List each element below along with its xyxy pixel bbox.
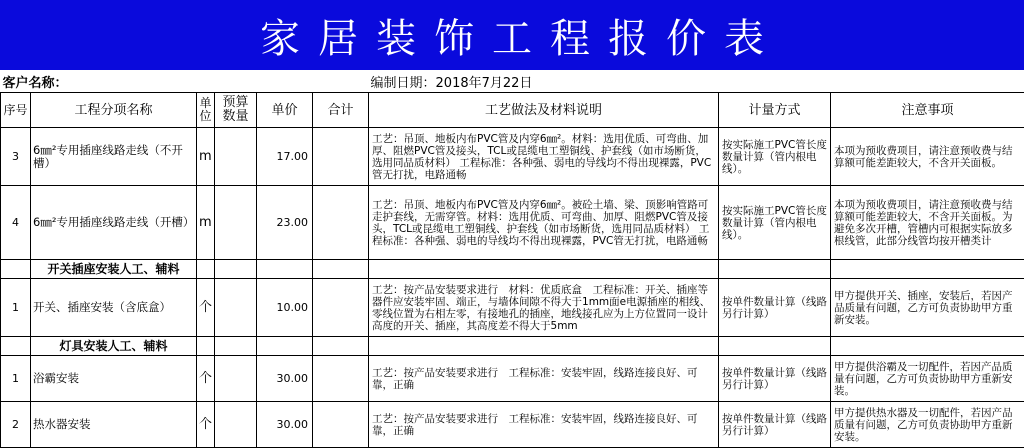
row-seq: 1 (1, 279, 31, 337)
section-blank (1, 337, 31, 356)
section-blank (831, 337, 1024, 356)
row-item: 6㎜²专用插座线路走线（开槽） (31, 186, 197, 260)
row-qty (215, 279, 257, 337)
row-total (313, 356, 369, 402)
section-blank (215, 337, 257, 356)
section-row (1, 260, 1024, 279)
row-notes: 甲方提供开关、插座，安装后，若因产品质量有问题，乙方可负责协助甲方重新安装。 (831, 279, 1024, 337)
section-blank (197, 260, 215, 279)
header-unit: 单位 (197, 93, 215, 128)
header-method: 计量方式 (719, 93, 831, 128)
row-method: 按实际施工PVC管长度数量计算（管内根电线）。 (719, 186, 831, 260)
row-notes: 本项为预收费项目，请注意预收费与结算额可能差距较大，不含开关面板。 (831, 128, 1024, 186)
section-blank (257, 337, 313, 356)
header-total: 合计 (313, 93, 369, 128)
row-unit: 个 (197, 356, 215, 402)
row-desc: 工艺：按产品安装要求进行 材料：优质底盒 工程标准：开关、插座等器件应安装牢固、端正，与墙体间隙不得大于1mm面e电源插座的相线、零线位置为右相左零，有接地孔的插座，地线接孔应为上方位置同一设计高度的开关、插座，其高度差不得大于5mm (369, 279, 719, 337)
header-desc: 工艺做法及材料说明 (369, 93, 719, 128)
row-method: 按单件数量计算（线路另行计算） (719, 356, 831, 402)
header-qty: 预算数量 (215, 93, 257, 128)
date-value: 2018年7月22日 (436, 76, 533, 91)
header-seq: 序号 (1, 93, 31, 128)
row-seq: 3 (1, 128, 31, 186)
row-item: 浴霸安装 (31, 356, 197, 402)
info-blank (831, 74, 1024, 93)
row-qty (215, 402, 257, 448)
section-blank (313, 260, 369, 279)
row-method: 按单件数量计算（线路另行计算） (719, 279, 831, 337)
row-unit: 个 (197, 402, 215, 448)
customer-label: 客户名称： (1, 74, 369, 93)
row-total (313, 186, 369, 260)
row-desc: 工艺：按产品安装要求进行 工程标准：安装牢固，线路连接良好、可靠，正确 (369, 402, 719, 448)
row-item: 开关、插座安装（含底盒） (31, 279, 197, 337)
row-desc: 工艺：按产品安装要求进行 工程标准：安装牢固，线路连接良好、可靠，正确 (369, 356, 719, 402)
section-blank (215, 260, 257, 279)
row-price: 23.00 (257, 186, 313, 260)
row-seq: 4 (1, 186, 31, 260)
row-notes: 甲方提供热水器及一切配件，若因产品质量有问题，乙方可负责协助甲方重新安装。 (831, 402, 1024, 448)
info-row (1, 74, 1024, 93)
row-price: 30.00 (257, 356, 313, 402)
row-desc: 工艺：吊顶、地板内布PVC管及内穿6㎜²。材料：选用优质、可弯曲、加厚、阻燃PVC管及接头，TCL或昆缆电工塑铜线、护套线（如市场断货，选用同品质材料） 工程标准：各种强、弱电的导线均不得出现裸露，PVC管无打扰，电路通畅 (369, 128, 719, 186)
row-total (313, 402, 369, 448)
row-qty (215, 186, 257, 260)
row-total (313, 279, 369, 337)
table-row (1, 128, 1024, 186)
section-row (1, 337, 1024, 356)
row-item: 6㎜²专用插座线路走线（不开槽） (31, 128, 197, 186)
header-price: 单价 (257, 93, 313, 128)
section-title: 开关插座安装人工、辅料 (31, 260, 197, 279)
table-row (1, 356, 1024, 402)
quote-table (0, 74, 1024, 448)
row-qty (215, 128, 257, 186)
quote-sheet (0, 74, 1024, 448)
section-blank (1, 260, 31, 279)
row-unit: m (197, 128, 215, 186)
section-blank (719, 337, 831, 356)
row-notes: 本项为预收费项目，请注意预收费与结算额可能差距较大，不含开关面板。为避免多次开槽，管槽内可根据实际放多根线管，此部分线管均按开槽类计 (831, 186, 1024, 260)
section-blank (257, 260, 313, 279)
table-row (1, 186, 1024, 260)
date-label: 编制日期： (371, 76, 436, 91)
section-blank (831, 260, 1024, 279)
row-price: 17.00 (257, 128, 313, 186)
row-notes: 甲方提供浴霸及一切配件，若因产品质量有问题，乙方可负责协助甲方重新安装。 (831, 356, 1024, 402)
row-desc: 工艺：吊顶、地板内布PVC管及内穿6㎜²。被砼土墙、梁、顶影响管路可走护套线，无需穿管。材料：选用优质、可弯曲、加厚、阻燃PVC管及接头，TCL或昆缆电工塑铜线、护套线（如市场断货，选用同品质材料） 工程标准：各种强、弱电的导线均不得出现裸露，PVC管无打扰，电路通畅 (369, 186, 719, 260)
row-unit: 个 (197, 279, 215, 337)
date-cell (369, 74, 831, 93)
header-item: 工程分项名称 (31, 93, 197, 128)
row-method: 按实际施工PVC管长度数量计算（管内根电线）。 (719, 128, 831, 186)
section-blank (197, 337, 215, 356)
row-seq: 1 (1, 356, 31, 402)
row-qty (215, 356, 257, 402)
section-blank (369, 337, 719, 356)
row-price: 30.00 (257, 402, 313, 448)
section-blank (369, 260, 719, 279)
section-blank (313, 337, 369, 356)
row-seq: 2 (1, 402, 31, 448)
row-item: 热水器安装 (31, 402, 197, 448)
header-notes: 注意事项 (831, 93, 1024, 128)
page-title: 家居装饰工程报价表 (242, 7, 782, 64)
table-row (1, 279, 1024, 337)
row-unit: m (197, 186, 215, 260)
title-banner (0, 0, 1024, 70)
row-method: 按单件数量计算（线路另行计算） (719, 402, 831, 448)
section-title: 灯具安装人工、辅料 (31, 337, 197, 356)
table-row (1, 402, 1024, 448)
header-row (1, 93, 1024, 128)
row-price: 10.00 (257, 279, 313, 337)
row-total (313, 128, 369, 186)
section-blank (719, 260, 831, 279)
